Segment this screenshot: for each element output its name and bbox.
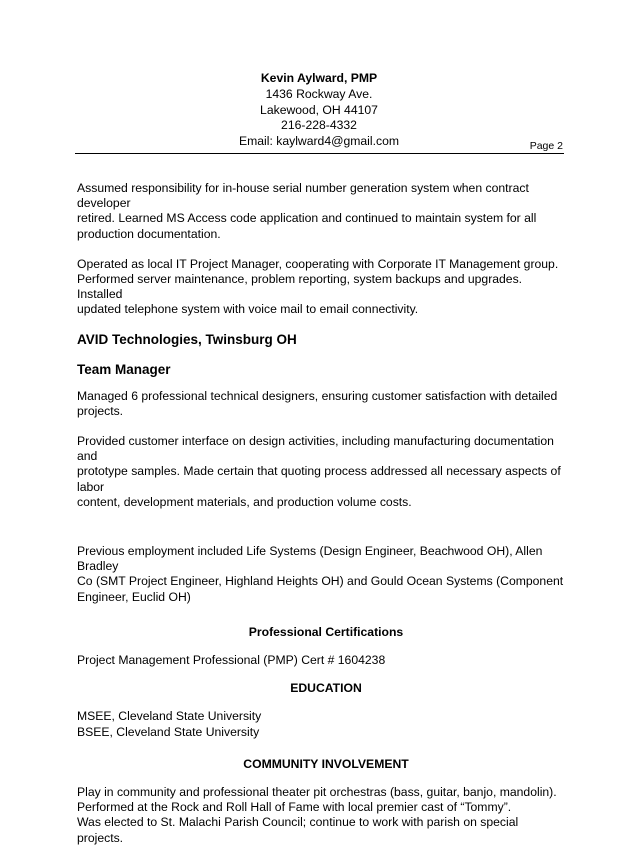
text-line: Provided customer interface on design activities, including manufacturing documentation and — [77, 434, 554, 464]
text-line: Operated as local IT Project Manager, cooperating with Corporate IT Management group. — [77, 256, 559, 271]
experience-paragraph — [77, 389, 567, 419]
company-heading: AVID Technologies, Twinsburg OH — [77, 331, 297, 347]
text-line: Managed 6 professional technical designers, ensuring customer satisfaction with detailed — [77, 388, 558, 403]
experience-paragraph — [77, 434, 567, 510]
text-line: content, development materials, and production volume costs. — [77, 494, 412, 509]
phone-number: 216-228-4332 — [281, 118, 357, 133]
page-number: Page 2 — [529, 140, 563, 152]
text-line: retired. Learned MS Access code application and continued to maintain system for all — [77, 211, 537, 226]
role-heading: Team Manager — [77, 361, 171, 377]
resume-body — [77, 181, 567, 846]
email-address: Email: kaylward4@gmail.com — [238, 134, 400, 149]
header-divider — [75, 153, 564, 154]
education-item: BSEE, Cleveland State University — [77, 724, 260, 739]
text-line: prototype samples. Made certain that quoting process addressed all necessary aspects of labor — [77, 464, 561, 494]
education-title: EDUCATION — [290, 681, 362, 696]
text-line: Play in community and professional theater pit orchestras (bass, guitar, banjo, mandolin). — [77, 785, 557, 800]
text-line: projects. — [77, 403, 124, 418]
education-item: MSEE, Cleveland State University — [77, 709, 262, 724]
community-title: COMMUNITY INVOLVEMENT — [243, 756, 409, 771]
city-state-zip: Lakewood, OH 44107 — [260, 102, 378, 117]
text-line: Engineer, Euclid OH) — [77, 589, 191, 604]
text-line: Co (SMT Project Engineer, Highland Heights OH) and Gould Ocean Systems (Component — [77, 574, 564, 589]
previous-employment-paragraph — [77, 544, 567, 605]
community-paragraph — [77, 785, 567, 846]
street-address: 1436 Rockway Ave. — [265, 86, 373, 101]
candidate-name: Kevin Aylward, PMP — [260, 71, 378, 85]
text-line: updated telephone system with voice mail to email connectivity. — [77, 302, 419, 317]
certifications-title: Professional Certifications — [248, 624, 404, 639]
experience-paragraph — [77, 257, 567, 318]
text-line: Assumed responsibility for in-house serial number generation system when contract developer — [77, 181, 529, 211]
text-line: Was elected to St. Malachi Parish Council; continue to work with parish on special projects. — [77, 815, 519, 845]
experience-paragraph — [77, 181, 567, 242]
certification-item: Project Management Professional (PMP) Cert # 1604238 — [77, 653, 386, 668]
text-line: production documentation. — [77, 226, 221, 241]
text-line: Previous employment included Life Systems (Design Engineer, Beachwood OH), Allen Bradley — [77, 544, 543, 574]
text-line: Performed server maintenance, problem reporting, system backups and upgrades. Installed — [77, 272, 523, 302]
text-line: Performed at the Rock and Roll Hall of Fame with local premier cast of “Tommy”. — [77, 800, 512, 815]
